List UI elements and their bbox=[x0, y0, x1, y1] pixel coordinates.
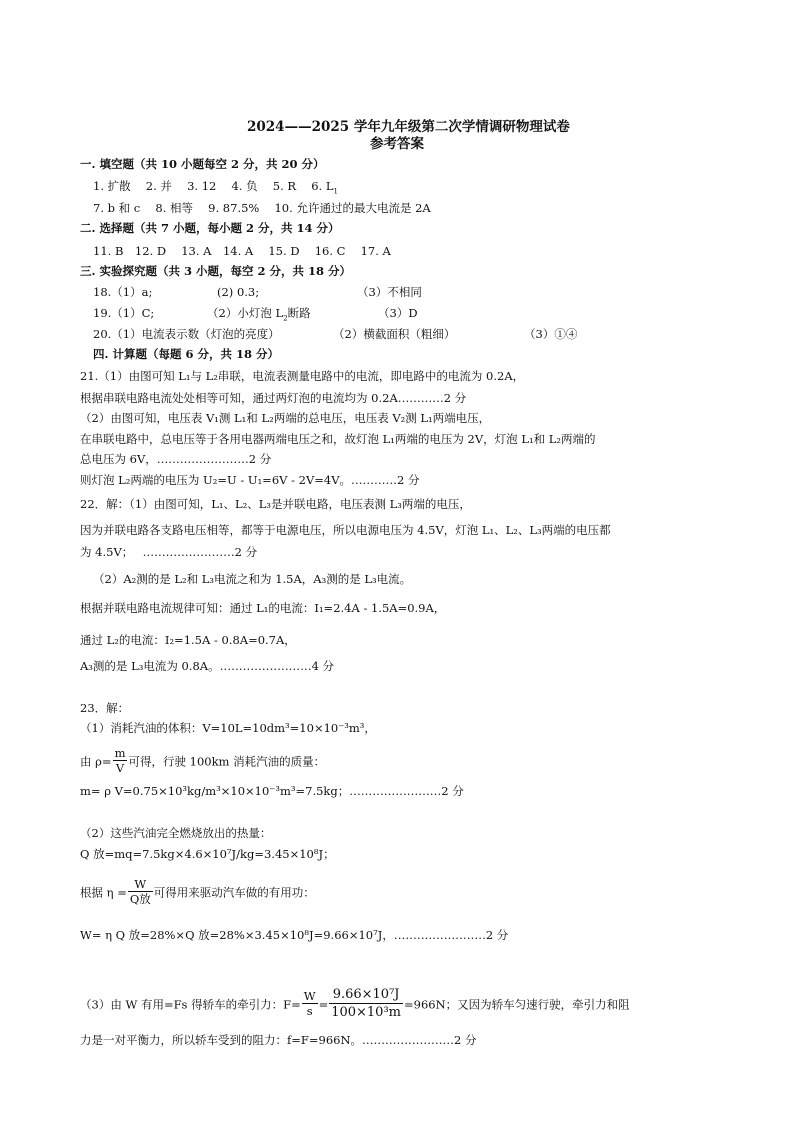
fraction-denominator: Q放 bbox=[129, 892, 151, 906]
page-title: 2024——2025 学年九年级第二次学情调研物理试卷 bbox=[247, 119, 570, 135]
q23-force-prefix: （3）由 W 有用=Fs 得轿车的牵引力：F= bbox=[80, 997, 301, 1012]
q21-line-2: 根据串联电路电流处处相等可知，通过两灯泡的电流均为 0.2A…………2 分 bbox=[80, 391, 467, 405]
q23-efficiency-prefix: 根据 η = bbox=[80, 885, 127, 900]
fraction-numerator: m bbox=[114, 746, 126, 760]
q19-part2-text: （2）小灯泡 L bbox=[207, 306, 284, 320]
q18-part1: 18.（1）a; bbox=[93, 285, 153, 299]
section-3-heading: 三. 实验探究题（共 3 小题，每空 2 分，共 18 分） bbox=[80, 264, 352, 278]
q23-line-3: m= ρ V=0.75×10³kg/m³×10×10⁻³m³=7.5kg；……………………2 分 bbox=[80, 784, 464, 798]
equals-sign: = bbox=[318, 997, 329, 1012]
q21-line-4: 在串联电路中，总电压等于各用电器两端电压之和，故灯泡 L₁两端的电压为 2V，灯泡 L₁和 L₂两端的 bbox=[80, 432, 596, 446]
q23-line-6 bbox=[80, 879, 315, 908]
q22-line-1: 22．解：（1）由图可知，L₁、L₂、L₃是并联电路，电压表测 L₃两端的电压， bbox=[80, 497, 471, 511]
s1-answers-line-1 bbox=[93, 178, 338, 194]
q21-line-6: 则灯泡 L₂两端的电压为 U₂=U - U₁=6V - 2V=4V。…………2 分 bbox=[80, 473, 420, 487]
q23-line-2 bbox=[80, 748, 325, 777]
s2-answers-line: 11. B 12. D 13. A 14. A 15. D 16. C 17. A bbox=[93, 244, 391, 258]
q22-line-3: 为 4.5V； ……………………2 分 bbox=[80, 545, 258, 559]
page-subtitle: 参考答案 bbox=[370, 136, 424, 152]
q20-part2: （2）横截面积（粗细） bbox=[333, 327, 456, 341]
q21-line-3: （2）由图可知，电压表 V₁测 L₁和 L₂两端的总电压，电压表 V₂测 L₁两端电压， bbox=[80, 411, 491, 425]
q22-line-5: 根据并联电路电流规律可知：通过 L₁的电流：I₁=2.4A - 1.5A=0.9A， bbox=[80, 601, 446, 615]
s1-line1-text: 1. 扩散 2. 并 3. 12 4. 负 5. R 6. L bbox=[93, 179, 334, 193]
q19-part3: （3）D bbox=[378, 306, 418, 320]
force-fraction-symbolic bbox=[302, 989, 318, 1018]
s1-answers-line-2: 7. b 和 c 8. 相等 9. 87.5% 10. 允许通过的最大电流是 2A bbox=[93, 201, 431, 215]
force-fraction-numeric bbox=[329, 986, 403, 1021]
q19-part2-text-end: 断路 bbox=[287, 306, 311, 320]
q23-line-5: Q 放=mq=7.5kg×4.6×10⁷J/kg=3.45×10⁸J； bbox=[80, 847, 335, 861]
q23-force-suffix: =966N；又因为轿车匀速行驶，牵引力和阻 bbox=[404, 997, 630, 1012]
fraction-numerator: W bbox=[128, 877, 153, 892]
fraction-denominator: 100×10³m bbox=[331, 1005, 401, 1020]
q18-part3: （3）不相同 bbox=[357, 285, 422, 299]
fraction-denominator: s bbox=[306, 1004, 313, 1018]
q22-line-6: 通过 L₂的电流：I₂=1.5A - 0.8A=0.7A， bbox=[80, 633, 296, 647]
q23-line-8 bbox=[80, 988, 630, 1023]
q23-density-suffix: 可得，行驶 100km 消耗汽油的质量： bbox=[128, 754, 326, 769]
q23-heading: 23．解： bbox=[80, 701, 130, 715]
fraction-numerator: W bbox=[303, 989, 316, 1003]
q20-part3: （3）①④ bbox=[524, 327, 578, 341]
section-4-heading: 四. 计算题（每题 6 分，共 18 分） bbox=[93, 347, 280, 361]
q21-line-5: 总电压为 6V，……………………2 分 bbox=[80, 452, 272, 466]
q23-efficiency-suffix: 可得用来驱动汽车做的有用功： bbox=[153, 885, 315, 900]
q23-line-7: W= η Q 放=28%×Q 放=28%×3.45×10⁸J=9.66×10⁷J，……………………2 分 bbox=[80, 928, 509, 942]
q20-part1: 20.（1）电流表示数（灯泡的亮度） bbox=[93, 327, 280, 341]
efficiency-fraction bbox=[128, 877, 153, 906]
q19-part1: 19.（1）C; bbox=[93, 306, 155, 320]
q22-line-4: （2）A₂测的是 L₂和 L₃电流之和为 1.5A，A₃测的是 L₃电流。 bbox=[93, 572, 412, 586]
q22-line-2: 因为并联电路各支路电压相等，都等于电源电压，所以电源电压为 4.5V，灯泡 L₁、L₂、L₃两端的电压都 bbox=[80, 523, 611, 537]
q19-part2 bbox=[207, 305, 311, 321]
density-fraction bbox=[113, 746, 128, 775]
s1-line1-subscript: 1 bbox=[333, 187, 338, 196]
fraction-numerator: 9.66×10⁷J bbox=[329, 986, 403, 1004]
q23-line-4: （2）这些汽油完全燃烧放出的热量： bbox=[80, 826, 272, 840]
q23-line-1: （1）消耗汽油的体积：V=10L=10dm³=10×10⁻³m³， bbox=[80, 721, 376, 735]
section-2-heading: 二. 选择题（共 7 小题，每小题 2 分，共 14 分） bbox=[80, 221, 340, 235]
fraction-denominator: V bbox=[115, 761, 125, 775]
q23-density-prefix: 由 ρ= bbox=[80, 754, 112, 769]
q21-line-1: 21.（1）由图可知 L₁与 L₂串联，电流表测量电路中的电流，即电路中的电流为 0.2A， bbox=[80, 369, 525, 383]
section-1-heading: 一. 填空题（共 10 小题每空 2 分，共 20 分） bbox=[80, 157, 325, 171]
q22-line-7: A₃测的是 L₃电流为 0.8A。……………………4 分 bbox=[80, 659, 335, 673]
q18-part2: (2) 0.3; bbox=[217, 285, 260, 299]
q19-part2-subscript: 2 bbox=[283, 314, 288, 323]
q23-line-9: 力是一对平衡力，所以轿车受到的阻力：f=F=966N。……………………2 分 bbox=[80, 1033, 477, 1047]
